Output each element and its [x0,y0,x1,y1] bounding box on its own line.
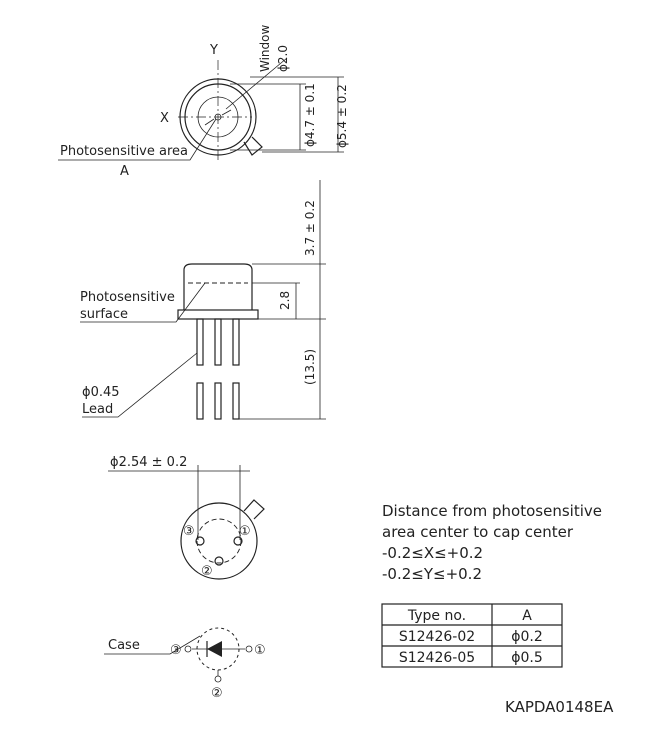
bottom-view-flange-outline [181,503,257,579]
note-line-2: area center to cap center [382,523,574,541]
axis-x-label: X [160,111,169,126]
axis-y-label: Y [210,43,218,58]
schematic-pin-1-label: ① [254,643,266,658]
lead-1-upper [197,319,203,365]
schematic-terminal-1 [246,646,252,652]
side-view [80,180,326,419]
bottom-pin-1-label: ① [239,524,251,539]
dimension-13-5: (13.5) [303,348,317,385]
table-cell: ϕ0.5 [511,650,543,666]
photodiode-symbol [207,641,222,657]
case-label: Case [108,638,140,653]
dimension-3-7: 3.7 ± 0.2 [303,200,317,256]
window-diameter: ϕ2.0 [276,45,290,72]
outer-diameter-dimension: ϕ5.4 ± 0.2 [335,84,349,148]
note-line-3: -0.2≤X≤+0.2 [382,544,484,562]
schematic-terminal-3 [185,646,191,652]
lead-3-lower [233,383,239,419]
top-view [58,25,349,180]
table-header-type: Type no. [407,608,467,624]
pin-2-hole [215,557,223,565]
surface-label-line1: Photosensitive [80,290,175,305]
lead-2-lower [215,383,221,419]
lead-2-upper [215,319,221,365]
inner-diameter-dimension: ϕ4.7 ± 0.1 [303,83,317,147]
bottom-pin-2-label: ② [201,564,213,579]
bottom-view [108,455,264,579]
area-letter-label: A [120,164,129,179]
dimension-2-8: 2.8 [278,290,292,310]
surface-label-line2: surface [80,307,129,322]
note-line-1: Distance from photosensitive [382,502,602,520]
photosensitive-area-label: Photosensitive area [60,144,189,159]
table-cell: S12426-02 [398,629,476,645]
offset-note [382,502,602,583]
table-cell: S12426-05 [398,650,476,666]
schematic-pin-3-label: ③ [170,643,182,658]
table-header-a: A [522,608,532,624]
table-cell: ϕ0.2 [511,629,543,645]
top-view-tab [244,137,262,155]
lead-label: Lead [82,402,114,417]
type-table [382,604,562,667]
side-view-flange [178,310,258,319]
lead-1-lower [197,383,203,419]
schematic [104,628,266,701]
area-arrow-right [222,110,231,115]
side-view-cap [184,264,252,310]
lead-3-upper [233,319,239,365]
schematic-pin-2-label: ② [211,686,223,701]
drawing-code: KAPDA0148EA [505,698,614,716]
note-line-4: -0.2≤Y≤+0.2 [382,565,482,583]
schematic-terminal-2 [215,676,221,682]
window-label: Window [258,24,272,72]
lead-diameter-label: ϕ0.45 [82,385,120,400]
bottom-pin-3-label: ③ [183,524,195,539]
pitch-dimension: ϕ2.54 ± 0.2 [110,455,188,470]
